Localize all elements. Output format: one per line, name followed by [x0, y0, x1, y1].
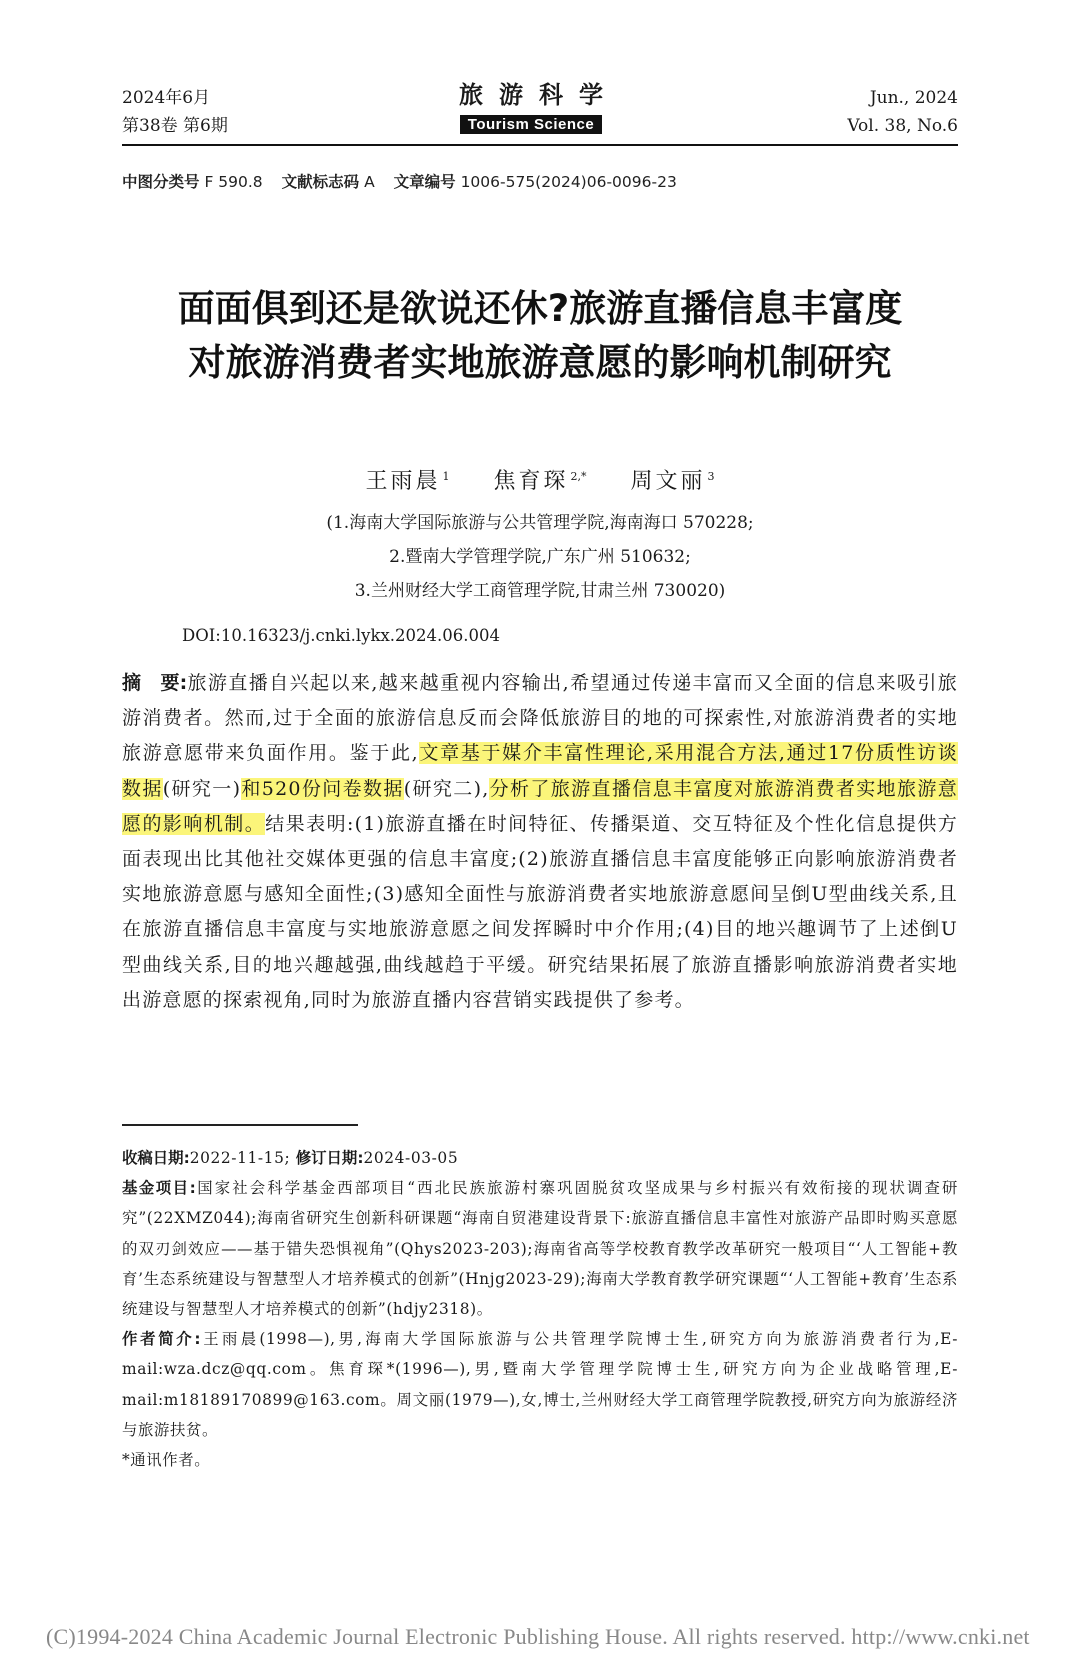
clc-label: 中图分类号	[122, 173, 200, 191]
author-mark: 3	[707, 469, 715, 483]
title-line-1: 面面俱到还是欲说还休?旅游直播信息丰富度	[177, 287, 903, 330]
abstract-highlight: 分析了旅游直播信息丰富度对旅游消费者实地旅游意愿的影响机制。	[122, 777, 958, 835]
journal-title-en: Tourism Science	[460, 115, 602, 134]
abstract-text: (研究一)	[162, 777, 242, 800]
author-note	[122, 1324, 958, 1445]
paper-title	[0, 282, 1080, 390]
issue-volume-en: Vol. 38, No.6	[847, 116, 958, 136]
abstract	[122, 666, 958, 1018]
issue-volume-cn: 第38卷 第6期	[122, 116, 228, 136]
classification-line	[122, 170, 677, 192]
received-value: 2022-11-15;	[189, 1149, 291, 1167]
affiliation-line: 3.兰州财经大学工商管理学院,甘肃兰州 730020)	[354, 581, 726, 601]
issue-date-cn: 2024年6月	[122, 88, 211, 108]
abstract-text: 结果表明:(1)旅游直播在时间特征、传播渠道、交互特征及个性化信息提供方面表现出比其他社交媒体更强的信息丰富度;(2)旅游直播信息丰富度能够正向影响旅游消费者实地旅游意愿与感知全面性;(3)感知全面性与旅游消费者实地旅游意愿间呈倒U型曲线关系,且在旅游直播信息丰富度与实地旅游意愿之间发挥瞬时中介作用;(4)目的地兴趣调节了上述倒U型曲线关系,目的地兴趣越强,曲线越趋于平缓。研究结果拓展了旅游直播影响旅游消费者实地出游意愿的探索视角,同时为旅游直播内容营销实践提供了参考。	[122, 812, 958, 1011]
author-name: 周文丽	[630, 469, 706, 494]
header-right	[847, 84, 958, 140]
doc-code-label: 文献标志码	[281, 173, 360, 191]
dates-note	[122, 1143, 958, 1173]
abstract-text: (研究二),	[403, 777, 490, 800]
abstract-label: 摘 要:	[122, 672, 188, 694]
fund-text: 国家社会科学基金西部项目“西北民族旅游村寨巩固脱贫攻坚成果与乡村振兴有效衔接的现状调查研究”(22XMZ044);海南省研究生创新科研课题“海南自贸港建设背景下:旅游直播信息丰富性对旅游产品即时购买意愿的双刃剑效应——基于错失恐惧视角”(Qhys2023-203);海南省高等学校教育教学改革研究一般项目“‘人工智能+教育’生态系统建设与智慧型人才培养模式的创新”(Hnjg2023-29);海南大学教育教学研究课题“‘人工智能+教育’生态系统建设与智慧型人才培养模式的创新”(hdjy2318)。	[122, 1179, 958, 1319]
footnote-rule	[122, 1124, 358, 1126]
fund-note	[122, 1173, 958, 1324]
author-mark: 2,*	[570, 469, 587, 483]
abstract-highlight: 文章基于媒介丰富性理论,采用混合方法,通过17份质性访谈数据	[122, 742, 958, 800]
abstract-text: 旅游直播自兴起以来,越来越重视内容输出,希望通过传递丰富而又全面的信息来吸引旅游消费者。然而,过于全面的旅游信息反而会降低旅游目的地的可探索性,对旅游消费者的实地旅游意愿带来负面作用。鉴于此,	[122, 672, 958, 765]
revised-value: 2024-03-05	[363, 1149, 459, 1167]
abstract-highlight: 和520份问卷数据	[241, 777, 404, 800]
affiliation-line: 2.暨南大学管理学院,广东广州 510632;	[389, 547, 691, 567]
clc-value: F 590.8	[204, 173, 263, 191]
header-rule	[122, 144, 958, 146]
doi: DOI:10.16323/j.cnki.lykx.2024.06.004	[182, 626, 500, 645]
footnotes	[122, 1143, 958, 1475]
author-list	[0, 464, 1080, 495]
title-line-2: 对旅游消费者实地旅游意愿的影响机制研究	[188, 341, 892, 384]
affiliation-line: (1.海南大学国际旅游与公共管理学院,海南海口 570228;	[326, 513, 754, 533]
corresponding-note: *通讯作者。	[122, 1451, 211, 1470]
author-mark: 1	[442, 469, 450, 483]
article-no-label: 文章编号	[393, 173, 456, 191]
author-bio-label: 作者简介:	[122, 1330, 201, 1349]
journal-title-cn: 旅游科学	[459, 80, 619, 109]
affiliations	[0, 506, 1080, 608]
author-name: 焦育琛	[493, 469, 569, 494]
received-label: 收稿日期:	[122, 1149, 190, 1167]
author-name: 王雨晨	[365, 469, 441, 494]
issue-date-en: Jun., 2024	[869, 88, 958, 108]
copyright-footer: (C)1994-2024 China Academic Journal Electronic Publishing House. All rights reserved. http://www.cnki.net	[46, 1624, 1030, 1649]
fund-label: 基金项目:	[122, 1179, 196, 1198]
author-bio-text: 王雨晨(1998—),男,海南大学国际旅游与公共管理学院博士生,研究方向为旅游消费者行为,E-mail:wza.dcz@qq.com。焦育琛*(1996—),男,暨南大学管理学院博士生,研究方向为企业战略管理,E-mail:m18189170899@163.com。周文丽(1979—),女,博士,兰州财经大学工商管理学院教授,研究方向为旅游经济与旅游扶贫。	[122, 1330, 959, 1439]
journal-masthead	[440, 80, 622, 134]
revised-label: 修订日期:	[295, 1149, 364, 1167]
header-left	[122, 84, 228, 140]
doc-code-value: A	[364, 173, 375, 191]
article-no-value: 1006-575(2024)06-0096-23	[460, 173, 677, 191]
